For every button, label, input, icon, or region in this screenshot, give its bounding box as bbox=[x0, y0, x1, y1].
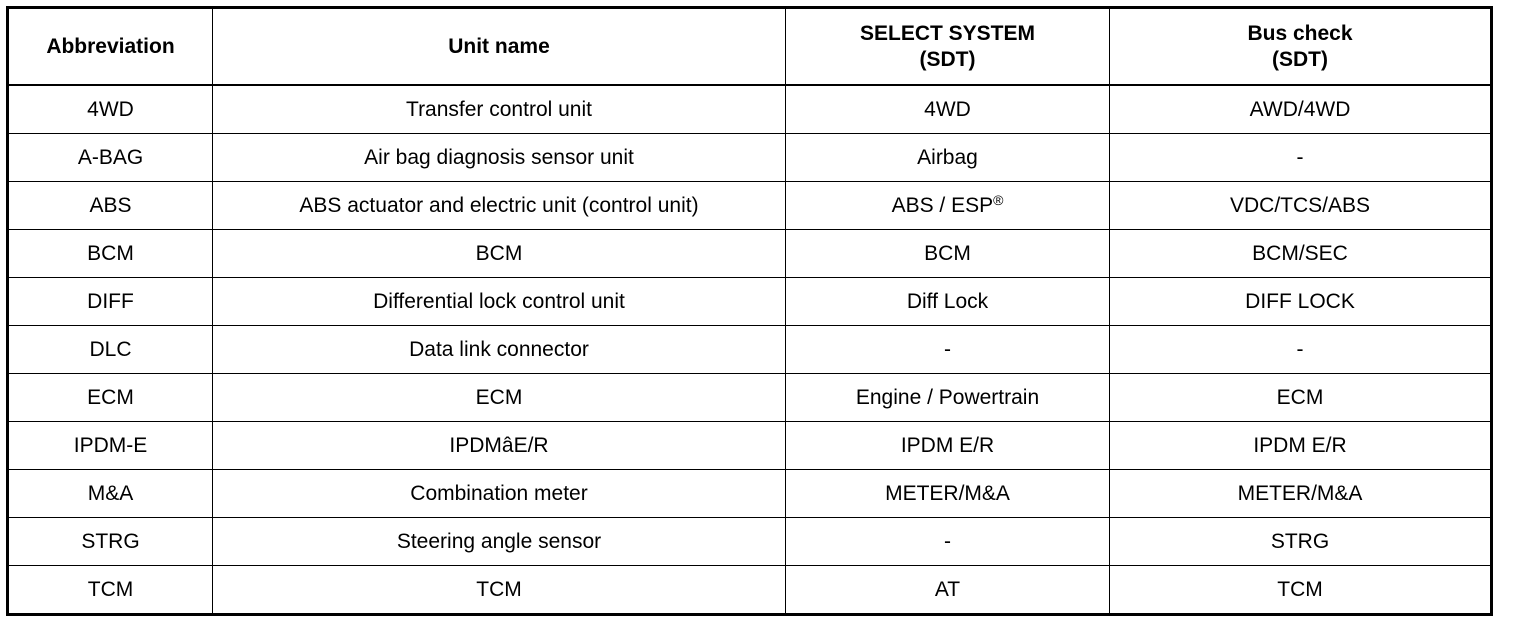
cell-abbreviation: TCM bbox=[8, 566, 213, 615]
table-row bbox=[8, 278, 1492, 326]
cell-abbreviation: ABS bbox=[8, 182, 213, 230]
header-select-system bbox=[786, 8, 1110, 86]
cell-select-system: METER/M&A bbox=[786, 470, 1110, 518]
cell-abbreviation: M&A bbox=[8, 470, 213, 518]
cell-unit-name: TCM bbox=[213, 566, 786, 615]
cell-select-system: - bbox=[786, 518, 1110, 566]
table-row bbox=[8, 374, 1492, 422]
table-header-row bbox=[8, 8, 1492, 86]
cell-select-system: - bbox=[786, 326, 1110, 374]
cell-select-system: 4WD bbox=[786, 85, 1110, 134]
cell-select-system-text: ABS / ESP bbox=[891, 193, 994, 217]
cell-bus-check: ECM bbox=[1110, 374, 1492, 422]
cell-bus-check: IPDM E/R bbox=[1110, 422, 1492, 470]
cell-unit-name: ABS actuator and electric unit (control unit) bbox=[213, 182, 786, 230]
cell-abbreviation: ECM bbox=[8, 374, 213, 422]
header-bus-check bbox=[1110, 8, 1492, 86]
cell-abbreviation: DIFF bbox=[8, 278, 213, 326]
cell-unit-name: BCM bbox=[213, 230, 786, 278]
cell-select-system: BCM bbox=[786, 230, 1110, 278]
cell-unit-name: Data link connector bbox=[213, 326, 786, 374]
cell-select-system: IPDM E/R bbox=[786, 422, 1110, 470]
cell-bus-check: METER/M&A bbox=[1110, 470, 1492, 518]
table-row bbox=[8, 85, 1492, 134]
cell-bus-check: DIFF LOCK bbox=[1110, 278, 1492, 326]
cell-bus-check: BCM/SEC bbox=[1110, 230, 1492, 278]
cell-unit-name: Combination meter bbox=[213, 470, 786, 518]
cell-bus-check: AWD/4WD bbox=[1110, 85, 1492, 134]
table-row bbox=[8, 566, 1492, 615]
cell-unit-name: Transfer control unit bbox=[213, 85, 786, 134]
header-select-system-line1: SELECT SYSTEM bbox=[859, 22, 1036, 46]
table-row bbox=[8, 134, 1492, 182]
cell-unit-name: IPDMâE/R bbox=[213, 422, 786, 470]
cell-bus-check: STRG bbox=[1110, 518, 1492, 566]
cell-abbreviation: DLC bbox=[8, 326, 213, 374]
cell-select-system: Engine / Powertrain bbox=[786, 374, 1110, 422]
header-unit-name: Unit name bbox=[213, 8, 786, 86]
cell-select-system: Airbag bbox=[786, 134, 1110, 182]
table-row bbox=[8, 470, 1492, 518]
cell-bus-check: - bbox=[1110, 326, 1492, 374]
cell-bus-check: VDC/TCS/ABS bbox=[1110, 182, 1492, 230]
cell-abbreviation: STRG bbox=[8, 518, 213, 566]
cell-abbreviation: IPDM-E bbox=[8, 422, 213, 470]
cell-bus-check: TCM bbox=[1110, 566, 1492, 615]
table-row bbox=[8, 518, 1492, 566]
cell-unit-name: ECM bbox=[213, 374, 786, 422]
header-select-system-line2: (SDT) bbox=[919, 47, 976, 71]
table-row bbox=[8, 422, 1492, 470]
cell-select-system bbox=[786, 182, 1110, 230]
cell-select-system: Diff Lock bbox=[786, 278, 1110, 326]
header-bus-check-line1: Bus check bbox=[1247, 22, 1353, 46]
cell-unit-name: Differential lock control unit bbox=[213, 278, 786, 326]
cell-bus-check: - bbox=[1110, 134, 1492, 182]
unit-table-container bbox=[6, 6, 1493, 616]
header-abbreviation: Abbreviation bbox=[8, 8, 213, 86]
cell-abbreviation: BCM bbox=[8, 230, 213, 278]
cell-abbreviation: 4WD bbox=[8, 85, 213, 134]
table-row bbox=[8, 182, 1492, 230]
cell-unit-name: Steering angle sensor bbox=[213, 518, 786, 566]
cell-unit-name: Air bag diagnosis sensor unit bbox=[213, 134, 786, 182]
cell-abbreviation: A-BAG bbox=[8, 134, 213, 182]
table-row bbox=[8, 326, 1492, 374]
unit-table bbox=[6, 6, 1493, 616]
registered-mark: ® bbox=[993, 191, 1004, 208]
table-row bbox=[8, 230, 1492, 278]
cell-select-system: AT bbox=[786, 566, 1110, 615]
header-bus-check-line2: (SDT) bbox=[1272, 47, 1328, 71]
